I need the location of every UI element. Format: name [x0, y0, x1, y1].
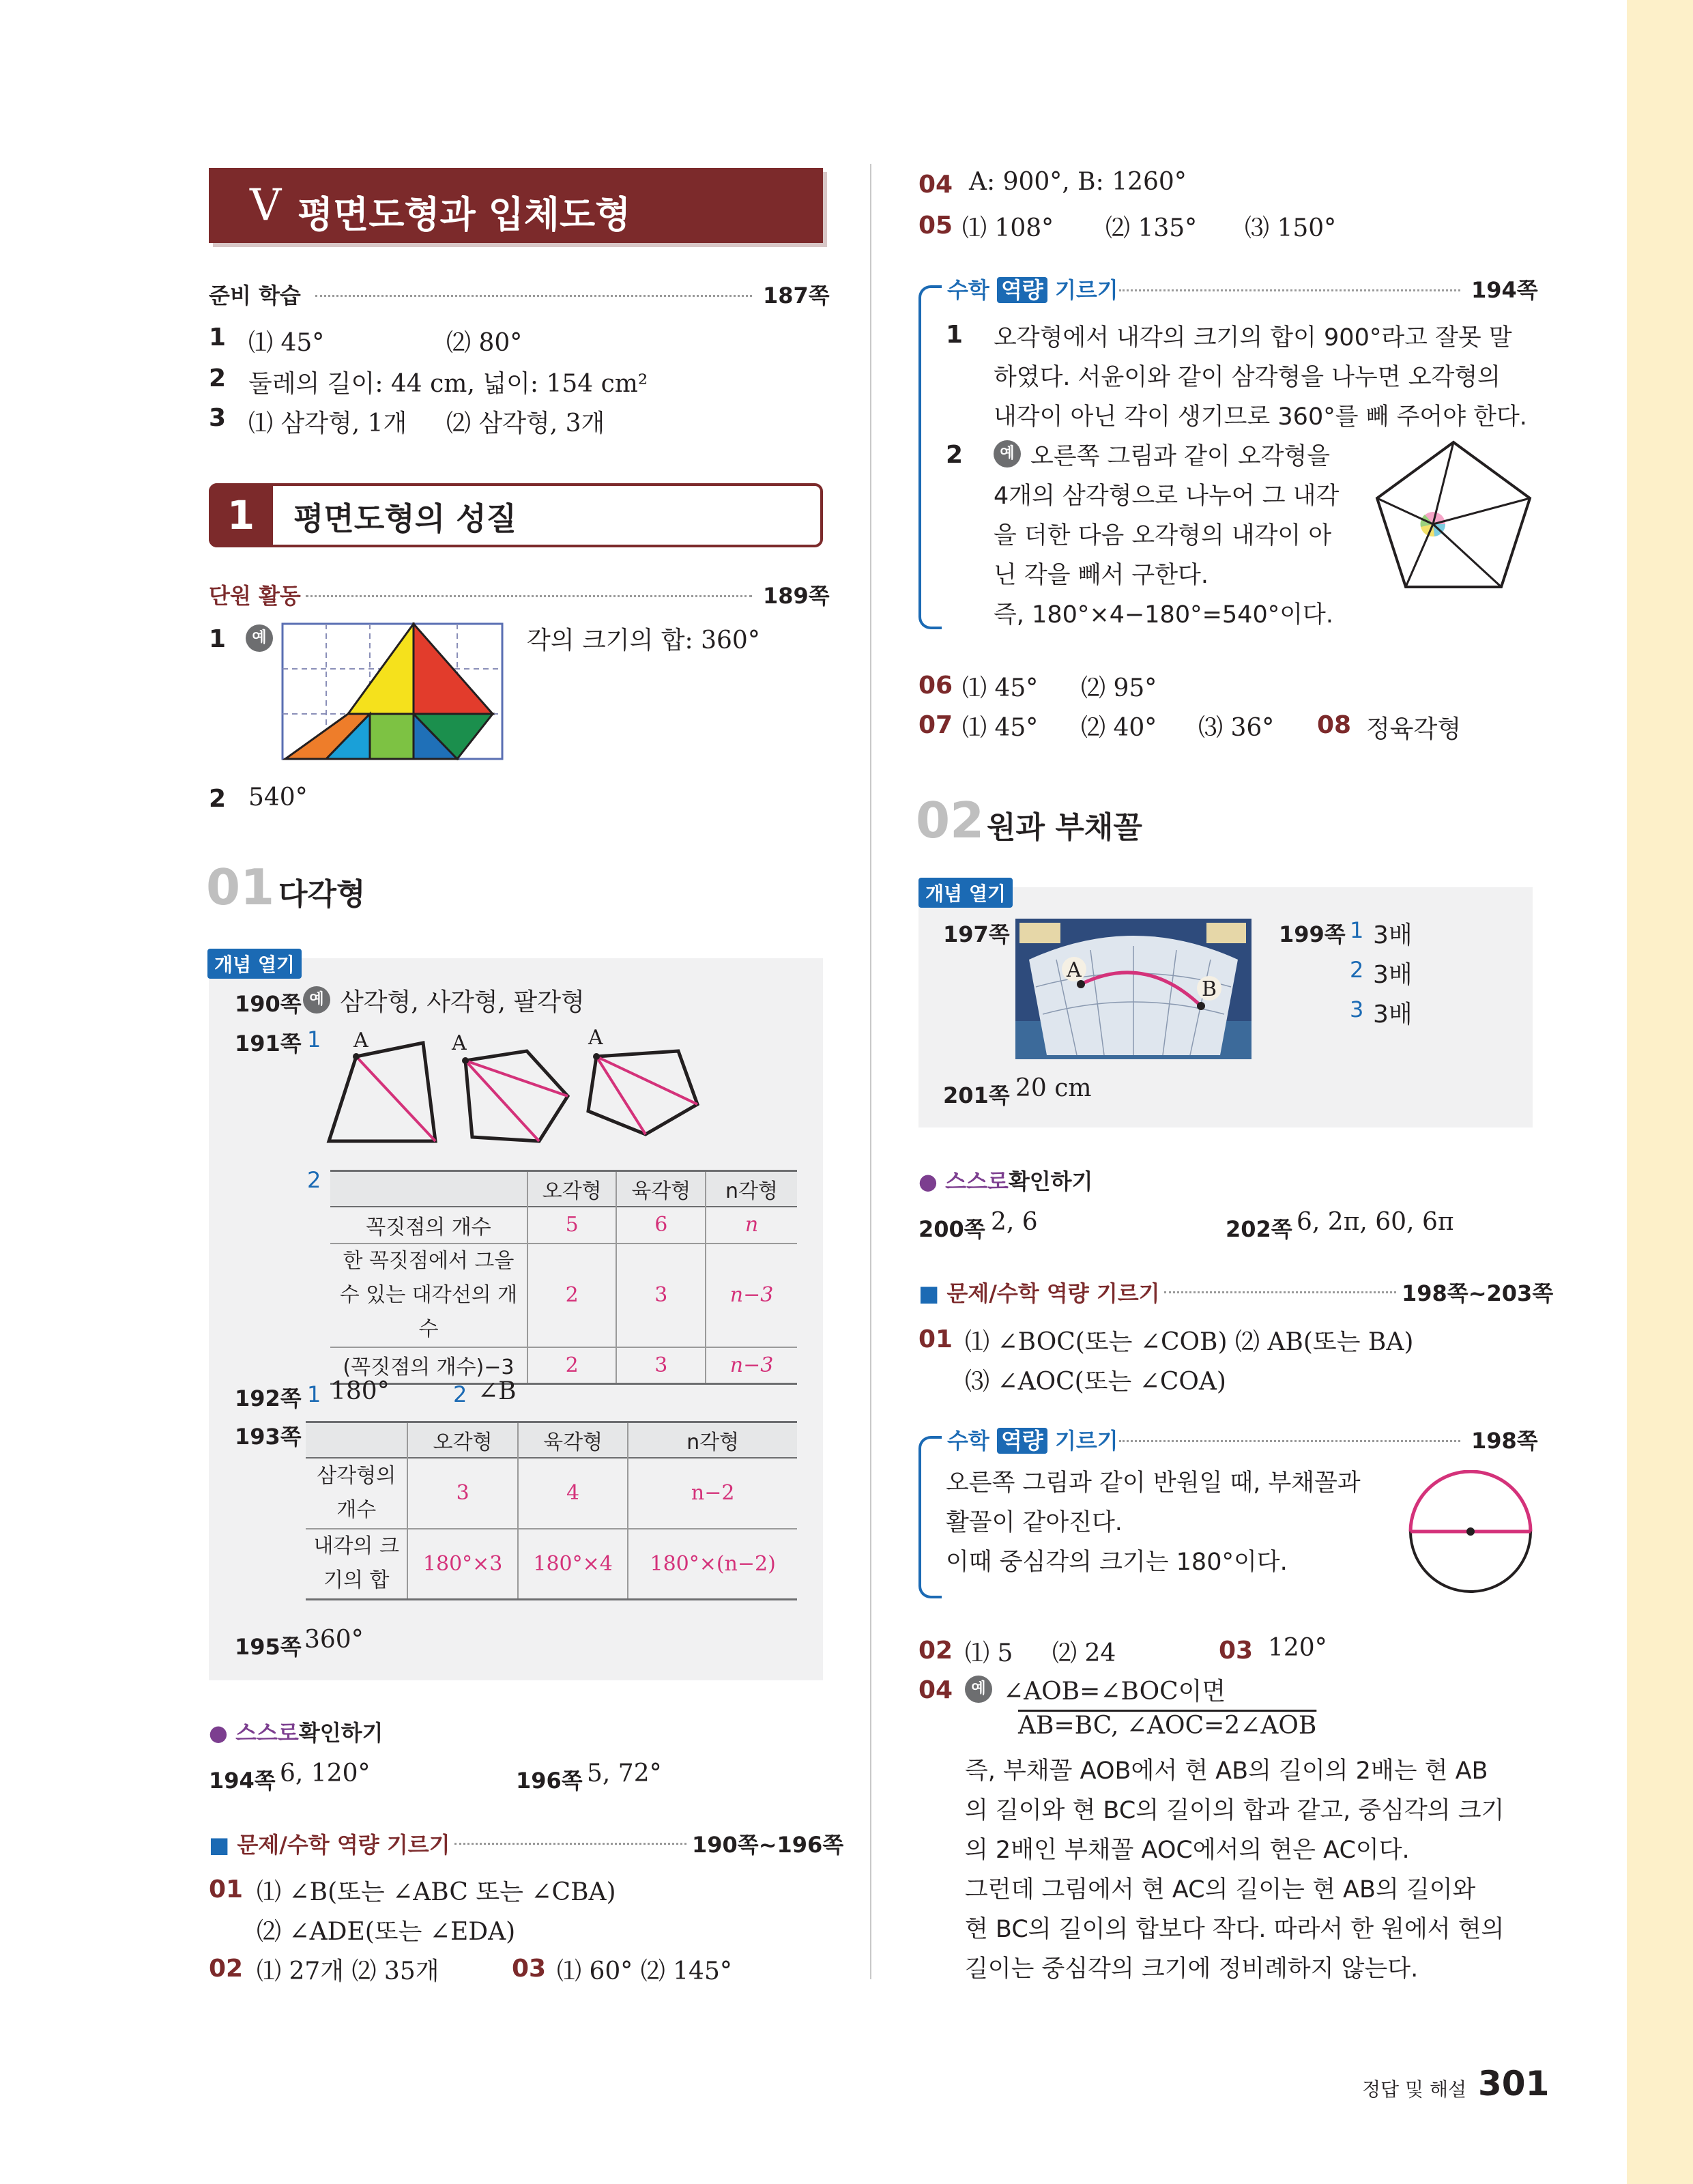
globe-map-figure	[1015, 919, 1251, 1059]
t1-r2-c3: n−3	[706, 1347, 797, 1384]
prep-3-num: 3	[209, 404, 227, 432]
t1-r1-c2: 3	[616, 1244, 706, 1347]
tangram-figure	[281, 622, 505, 762]
a01-line1: ⑴ ∠B(또는 ∠ABC 또는 ∠CBA)	[257, 1878, 616, 1906]
p191-q2: 2	[307, 1167, 321, 1193]
math-box1-bracket	[918, 285, 942, 629]
t1-h0	[330, 1171, 527, 1207]
lesson02-concept-tag: 개념 열기	[918, 878, 1013, 908]
lesson02-number: 02	[916, 792, 985, 849]
side-margin-strip	[1627, 0, 1693, 2184]
p194-text: 6, 120°	[280, 1759, 371, 1787]
p196-ref: 196쪽	[516, 1768, 583, 1794]
ua-q1-num: 1	[209, 625, 227, 653]
p196-text: 5, 72°	[587, 1759, 662, 1787]
a05-a: ⑴ 108°	[962, 214, 1054, 242]
problems-heading-right: ■ 문제/수학 역량 기르기	[918, 1280, 1160, 1306]
b04-body: 즉, 부채꼴 AOB에서 현 AB의 길이의 2배는 현 AB 의 길이와 현 BC의 길이의 합과 같고, 중심각의 크기 의 2배인 부채꼴 AOC에서의 현은 AC이다. 그런데 그림에서 현 AC의 길이는 현 AB의 길이와 현 BC의 길이의 합보다 작다. 따라서 한 원에서 현의 길이는 중심각의 크기에 정비례하지 않는다.	[965, 1757, 1505, 1983]
p192-a2: ∠B	[478, 1377, 517, 1405]
p199-1-text: 3배	[1373, 921, 1413, 949]
p199-3-text: 3배	[1373, 1001, 1413, 1029]
a05-num: 05	[918, 212, 953, 240]
a01-num: 01	[209, 1876, 244, 1903]
prep-heading: 준비 학습	[209, 283, 301, 308]
prep-1-num: 1	[209, 324, 227, 351]
mb1-q2-num: 2	[946, 441, 964, 469]
t2-r1-c1: 180°×3	[407, 1529, 517, 1600]
p192-q1: 1	[307, 1381, 321, 1407]
math-box1-tag: 수학 역량 기르기	[942, 273, 1124, 304]
p190-ref: 190쪽	[235, 991, 302, 1017]
a07-c: ⑶ 36°	[1198, 714, 1275, 742]
chapter-title: 평면도형과 입체도형	[298, 193, 631, 236]
a04-text: A: 900°, B: 1260°	[969, 168, 1187, 196]
ua-q1-answer: 각의 크기의 합: 360°	[527, 627, 760, 655]
t1-r0-label: 꼭짓점의 개수	[366, 1215, 491, 1239]
t2-h2: 육각형	[518, 1422, 628, 1458]
problems-page-ref-left: 190쪽~196쪽	[692, 1832, 844, 1858]
a06-a: ⑴ 45°	[962, 674, 1039, 702]
p199-ref: 199쪽	[1279, 921, 1346, 947]
a08-num: 08	[1317, 711, 1352, 739]
t2-h0	[306, 1422, 407, 1458]
prep-3-b: ⑵ 삼각형, 3개	[446, 410, 605, 437]
b03-num: 03	[1219, 1637, 1254, 1665]
self-check-heading-left: ● 스스로확인하기	[209, 1720, 384, 1746]
a07-b: ⑵ 40°	[1081, 714, 1157, 742]
prep-page-ref: 187쪽	[763, 283, 830, 308]
t2-r1-c3: 180°×(n−2)	[628, 1529, 797, 1600]
section-title: 평면도형의 성질	[293, 500, 517, 537]
p201-text: 20 cm	[1015, 1074, 1092, 1102]
t1-h1: 오각형	[527, 1171, 617, 1207]
b04-num: 04	[918, 1676, 953, 1704]
b01-line2: ⑶ ∠AOC(또는 ∠COA)	[965, 1368, 1226, 1396]
math-box2-rule	[1119, 1440, 1460, 1442]
prep-2-a: 둘레의 길이: 44 cm, 넓이: 154 cm²	[248, 370, 648, 398]
a06-b: ⑵ 95°	[1081, 674, 1157, 702]
t1-r2-c1: 2	[527, 1347, 617, 1384]
semicircle-figure	[1407, 1470, 1537, 1600]
t1-r0-c2: 6	[616, 1207, 706, 1244]
t1-r1-c3: n−3	[706, 1244, 797, 1347]
b02-a: ⑴ 5	[965, 1639, 1013, 1667]
b01-num: 01	[918, 1325, 953, 1353]
p191-ref: 191쪽	[235, 1031, 302, 1057]
p201-ref: 201쪽	[943, 1082, 1010, 1108]
p195-ref: 195쪽	[235, 1634, 302, 1660]
problems-rule-left	[454, 1843, 686, 1845]
t1-r2-label: (꼭짓점의 개수)−3	[343, 1355, 515, 1380]
mb1-q1-num: 1	[946, 321, 964, 349]
t1-r0-c3: n	[706, 1207, 797, 1244]
a05-b: ⑵ 135°	[1105, 214, 1198, 242]
t2-r0-c1: 3	[407, 1458, 517, 1529]
prep-1-a: ⑴ 45°	[248, 329, 325, 357]
t2-r0-c3: n−2	[628, 1458, 797, 1529]
vertex-label-a-1: A	[353, 1029, 368, 1052]
globe-label-b: B	[1202, 977, 1217, 1001]
diagonal-count-table	[330, 1170, 797, 1385]
p197-ref: 197쪽	[943, 921, 1010, 947]
a05-c: ⑶ 150°	[1245, 214, 1337, 242]
b04-badge: 예	[965, 1676, 992, 1703]
lesson02-title: 원과 부채꼴	[987, 810, 1142, 845]
prep-heading-rule	[315, 295, 752, 297]
t2-r1-c2: 180°×4	[518, 1529, 628, 1600]
p195-text: 360°	[304, 1626, 364, 1654]
mb1-q2-line0: 오른쪽 그림과 같이 오각형을	[1030, 443, 1331, 470]
pentagon-divided-figure	[1372, 437, 1535, 601]
vertex-label-a-2: A	[452, 1031, 467, 1055]
t1-r2-c2: 3	[616, 1347, 706, 1384]
p199-3-num: 3	[1350, 996, 1364, 1022]
mb2-text: 오른쪽 그림과 같이 반원일 때, 부채꼴과 활꼴이 같아진다. 이때 중심각의 크기는 180°이다.	[946, 1469, 1361, 1576]
a07-a: ⑴ 45°	[962, 714, 1039, 742]
t2-h3: n각형	[628, 1422, 797, 1458]
p194-ref: 194쪽	[209, 1768, 276, 1794]
mb1-q2-badge: 예	[994, 440, 1021, 468]
b04-line1: AB=BC, ∠AOC=2∠AOB	[1018, 1712, 1317, 1740]
math-box2-tag: 수학 역량 기르기	[942, 1424, 1124, 1455]
unit-activity-page-ref: 189쪽	[763, 583, 830, 609]
ua-q1-badge: 예	[246, 624, 273, 652]
mb1-q2-rest: 4개의 삼각형으로 나누어 그 내각 을 더한 다음 오각형의 내각이 아 닌 각을 빼서 구한다. 즉, 180°×4−180°=540°이다.	[994, 483, 1340, 629]
t1-r0-c1: 5	[527, 1207, 617, 1244]
t2-r1-label: 내각의 크기의 합	[313, 1534, 399, 1593]
math-box1-rule	[1119, 289, 1460, 291]
t1-r1-c1: 2	[527, 1244, 617, 1347]
prep-1-b: ⑵ 80°	[446, 329, 523, 357]
chapter-banner	[209, 168, 823, 243]
b04-line0: ∠AOB=∠BOC이면	[1003, 1678, 1226, 1706]
t2-r0-c2: 4	[518, 1458, 628, 1529]
a01-line2: ⑵ ∠ADE(또는 ∠EDA)	[257, 1918, 516, 1946]
self-check-heading-right: ● 스스로확인하기	[918, 1168, 1093, 1194]
t2-h1: 오각형	[407, 1422, 517, 1458]
p202-ref: 202쪽	[1226, 1216, 1292, 1242]
a04-num: 04	[918, 171, 953, 199]
p199-1-num: 1	[1350, 917, 1364, 943]
ua-q2-num: 2	[209, 785, 227, 813]
b03-text: 120°	[1268, 1634, 1327, 1662]
t1-r1-label: 한 꼭짓점에서 그을 수 있는 대각선의 개수	[339, 1248, 518, 1341]
p192-q2: 2	[453, 1381, 467, 1407]
p202-text: 6, 2π, 60, 6π	[1297, 1208, 1454, 1236]
a03-text: ⑴ 60° ⑵ 145°	[557, 1957, 732, 1985]
math-box2-bracket	[918, 1436, 942, 1598]
p193-ref: 193쪽	[235, 1424, 302, 1450]
a02-text: ⑴ 27개 ⑵ 35개	[257, 1957, 439, 1985]
p190-badge: 예	[303, 986, 330, 1014]
page-number: 301	[1478, 2064, 1550, 2103]
section-number: 1	[209, 483, 273, 547]
column-divider	[870, 164, 871, 1979]
prep-3-a: ⑴ 삼각형, 1개	[248, 410, 407, 437]
t1-h2: 육각형	[616, 1171, 706, 1207]
angle-sum-table	[306, 1421, 797, 1600]
t2-r0-label: 삼각형의 개수	[317, 1463, 396, 1522]
a02-num: 02	[209, 1955, 244, 1983]
lesson01-number-shadow: 01	[206, 859, 275, 916]
ua-q2-answer: 540°	[248, 784, 308, 811]
a06-num: 06	[918, 672, 953, 700]
lesson01-title: 다각형	[278, 877, 366, 912]
math-box1-page-ref: 194쪽	[1471, 277, 1538, 303]
b02-b: ⑵ 24	[1052, 1639, 1116, 1667]
a07-num: 07	[918, 711, 953, 739]
unit-activity-rule	[306, 595, 752, 597]
unit-activity-heading: 단원 활동	[209, 583, 301, 609]
b02-num: 02	[918, 1637, 953, 1665]
problems-rule-right	[1164, 1291, 1396, 1293]
p192-ref: 192쪽	[235, 1385, 302, 1411]
prep-2-num: 2	[209, 364, 227, 392]
b01-line1: ⑴ ∠BOC(또는 ∠COB) ⑵ AB(또는 BA)	[965, 1328, 1414, 1356]
p192-a1: 180°	[330, 1377, 390, 1405]
globe-label-a: A	[1067, 958, 1082, 982]
p200-text: 2, 6	[991, 1208, 1038, 1236]
p199-2-text: 3배	[1373, 961, 1413, 989]
p191-q1: 1	[307, 1026, 321, 1052]
p200-ref: 200쪽	[918, 1216, 985, 1242]
lesson01-concept-tag: 개념 열기	[207, 949, 302, 979]
math-box2-page-ref: 198쪽	[1471, 1428, 1538, 1454]
vertex-label-a-3: A	[588, 1026, 603, 1050]
footer-label: 정답 및 해설	[1362, 2078, 1467, 2101]
problems-page-ref-right: 198쪽~203쪽	[1402, 1280, 1554, 1306]
a08-text: 정육각형	[1366, 715, 1462, 743]
chapter-roman: V	[250, 180, 282, 231]
mb1-q1-text: 오각형에서 내각의 크기의 합이 900°라고 잘못 말 하였다. 서윤이와 같이 삼각형을 나누면 오각형의 내각이 아닌 각이 생기므로 360°를 빼 주어야 한다.	[994, 324, 1527, 431]
diagonal-polygons-figure	[321, 1024, 710, 1160]
p199-2-num: 2	[1350, 957, 1364, 983]
t1-h3: n각형	[706, 1171, 797, 1207]
problems-heading-left: ■ 문제/수학 역량 기르기	[209, 1832, 450, 1858]
p190-text: 삼각형, 사각형, 팔각형	[340, 988, 585, 1016]
a03-num: 03	[512, 1955, 547, 1983]
